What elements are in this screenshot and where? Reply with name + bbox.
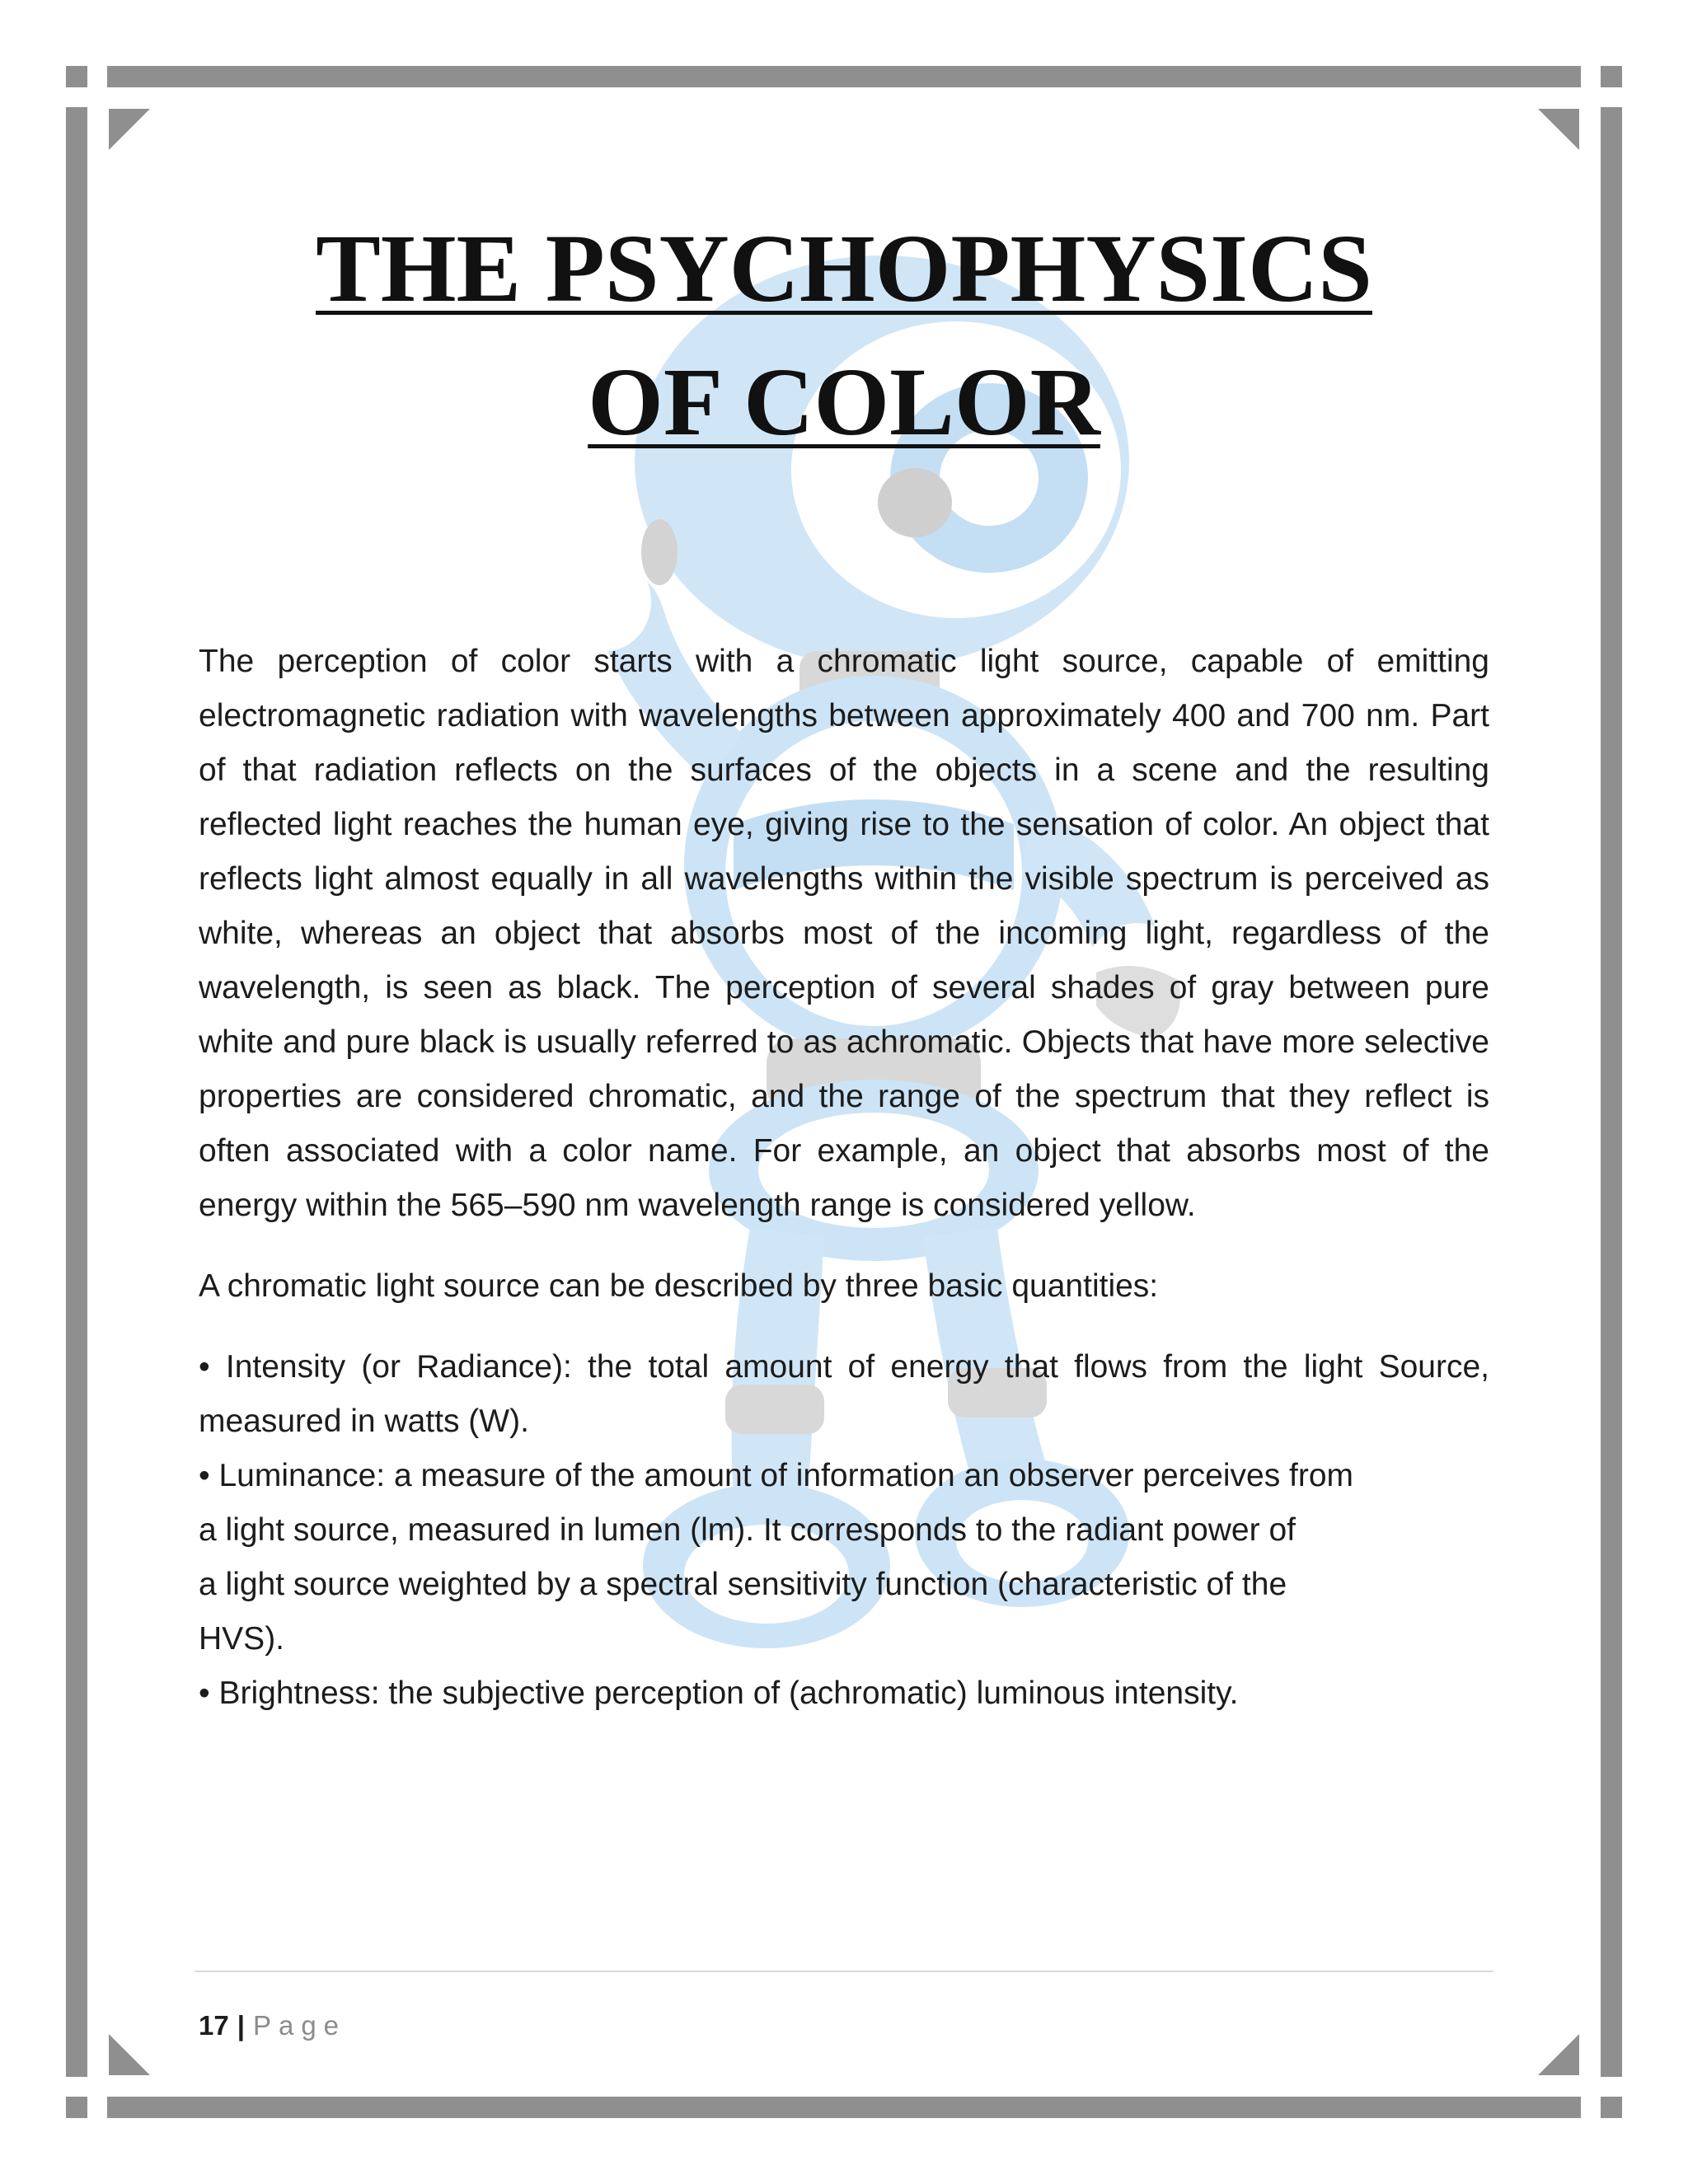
page-footer bbox=[199, 2009, 346, 2042]
page-body bbox=[199, 635, 1489, 1721]
page-border-left bbox=[66, 107, 87, 2077]
page-border-bottom bbox=[107, 2097, 1581, 2118]
quantities-list bbox=[199, 1340, 1489, 1721]
border-corner-top-left bbox=[66, 66, 87, 87]
list-item-luminance-line-3: a light source weighted by a spectral sensitivity function (characteristic of the bbox=[199, 1567, 1287, 1602]
page-number: 17 bbox=[199, 2010, 229, 2041]
corner-triangle-top-right bbox=[1538, 109, 1579, 150]
corner-triangle-top-left bbox=[109, 109, 150, 150]
corner-triangle-bottom-right bbox=[1538, 2034, 1579, 2075]
list-item-brightness: • Brightness: the subjective perception of (achromatic) luminous intensity. bbox=[199, 1675, 1239, 1711]
page-title-line-1: THE PSYCHOPHYSICS bbox=[316, 214, 1372, 322]
list-item-intensity: • Intensity (or Radiance): the total amount of energy that flows from the light Source, measured in watts (W). bbox=[199, 1349, 1489, 1439]
page-title-line-2: OF COLOR bbox=[588, 348, 1100, 456]
border-corner-top-right bbox=[1601, 66, 1622, 87]
corner-triangle-bottom-left bbox=[109, 2034, 150, 2075]
list-item-luminance-line-4: HVS). bbox=[199, 1621, 285, 1657]
border-corner-bottom-left bbox=[66, 2097, 87, 2118]
footer-divider bbox=[195, 1971, 1493, 1972]
body-paragraph-2: A chromatic light source can be described by three basic quantities: bbox=[199, 1268, 1159, 1304]
border-corner-bottom-right bbox=[1601, 2097, 1622, 2118]
list-item-luminance: • Luminance: a measure of the amount of information an observer perceives from bbox=[199, 1458, 1354, 1493]
list-item-luminance-line-2: a light source, measured in lumen (lm). It corresponds to the radiant power of bbox=[199, 1512, 1296, 1548]
footer-separator: | bbox=[237, 2010, 245, 2041]
body-paragraph-1: The perception of color starts with a chromatic light source, capable of emitting electromagnetic radiation with wavelengths between approximately 400 and 700 nm. Part of that radiation reflects on the surfaces of the objects in a scene and the resulting reflected light reaches the human eye, giving rise to the sensation of color. An object that reflects light almost equally in all wavelengths within the visible spectrum is perceived as white, whereas an object that absorbs most of the incoming light, regardless of the wavelength, is seen as black. The perception of several shades of gray between pure white and pure black is usually referred to as achromatic. Objects that have more selective properties are considered chromatic, and the range of the spectrum that they reflect is often associated with a color name. For example, an object that absorbs most of the energy within the 565–590 nm wavelength range is considered yellow. bbox=[199, 644, 1489, 1223]
page-border-right bbox=[1601, 107, 1622, 2077]
page-title bbox=[198, 202, 1490, 469]
page-label: Page bbox=[252, 2010, 347, 2041]
page-border-top bbox=[107, 66, 1581, 87]
